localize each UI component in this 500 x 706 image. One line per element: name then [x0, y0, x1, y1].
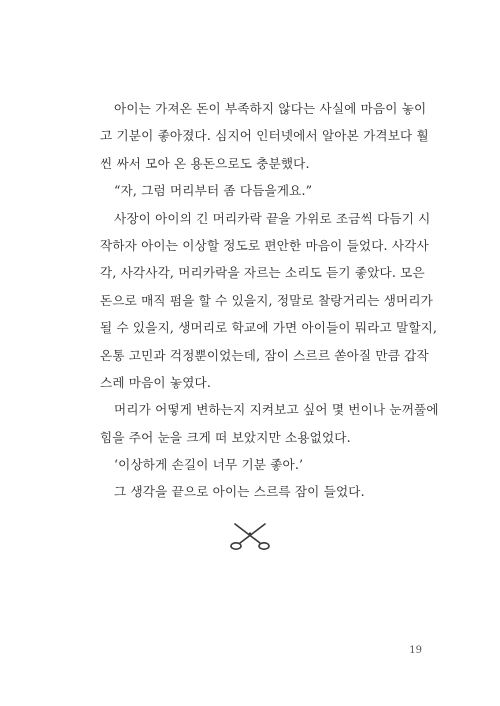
text-line: 그 생각을 끝으로 아이는 스르륵 잠이 들었다.	[114, 484, 365, 500]
text-line: 될 수 있을지, 생머리로 학교에 가면 아이들이 뭐라고 말할지,	[100, 320, 438, 336]
page-number: 19	[409, 645, 422, 656]
text-line: 돈으로 매직 펌을 할 수 있을지, 정말로 찰랑거리는 생머리가	[100, 292, 433, 308]
text-line: “자, 그럼 머리부터 좀 다듬을게요.”	[114, 183, 313, 199]
scissors-icon	[226, 521, 274, 551]
text-line: 아이는 가져온 돈이 부족하지 않다는 사실에 마음이 놓이	[114, 101, 427, 116]
text-line: 고 기분이 좋아졌다. 심지어 인터넷에서 알아본 가격보다 훨	[100, 128, 429, 144]
body-text	[100, 95, 439, 506]
text-line: 사장이 아이의 긴 머리카락 끝을 가위로 조금씩 다듬기 시	[114, 210, 431, 226]
text-line: 작하자 아이는 이상할 정도로 편안한 마음이 들었다. 사각사	[100, 237, 429, 253]
text-line: 스레 마음이 놓였다.	[100, 374, 211, 390]
text-line: 씬 싸서 모아 온 용돈으로도 충분했다.	[100, 155, 310, 171]
text-line: ‘이상하게 손길이 너무 기분 좋아.’	[114, 457, 304, 473]
text-line: 온통 고민과 걱정뿐이었는데, 잠이 스르르 쏟아질 만큼 갑작	[100, 347, 429, 363]
text-line: 각, 사각사각, 머리카락을 자르는 소리도 듣기 좋았다. 모은	[100, 265, 425, 281]
text-line: 머리가 어떻게 변하는지 지켜보고 싶어 몇 번이나 눈꺼풀에	[114, 402, 439, 418]
text-line: 힘을 주어 눈을 크게 떠 보았지만 소용없었다.	[100, 429, 351, 445]
